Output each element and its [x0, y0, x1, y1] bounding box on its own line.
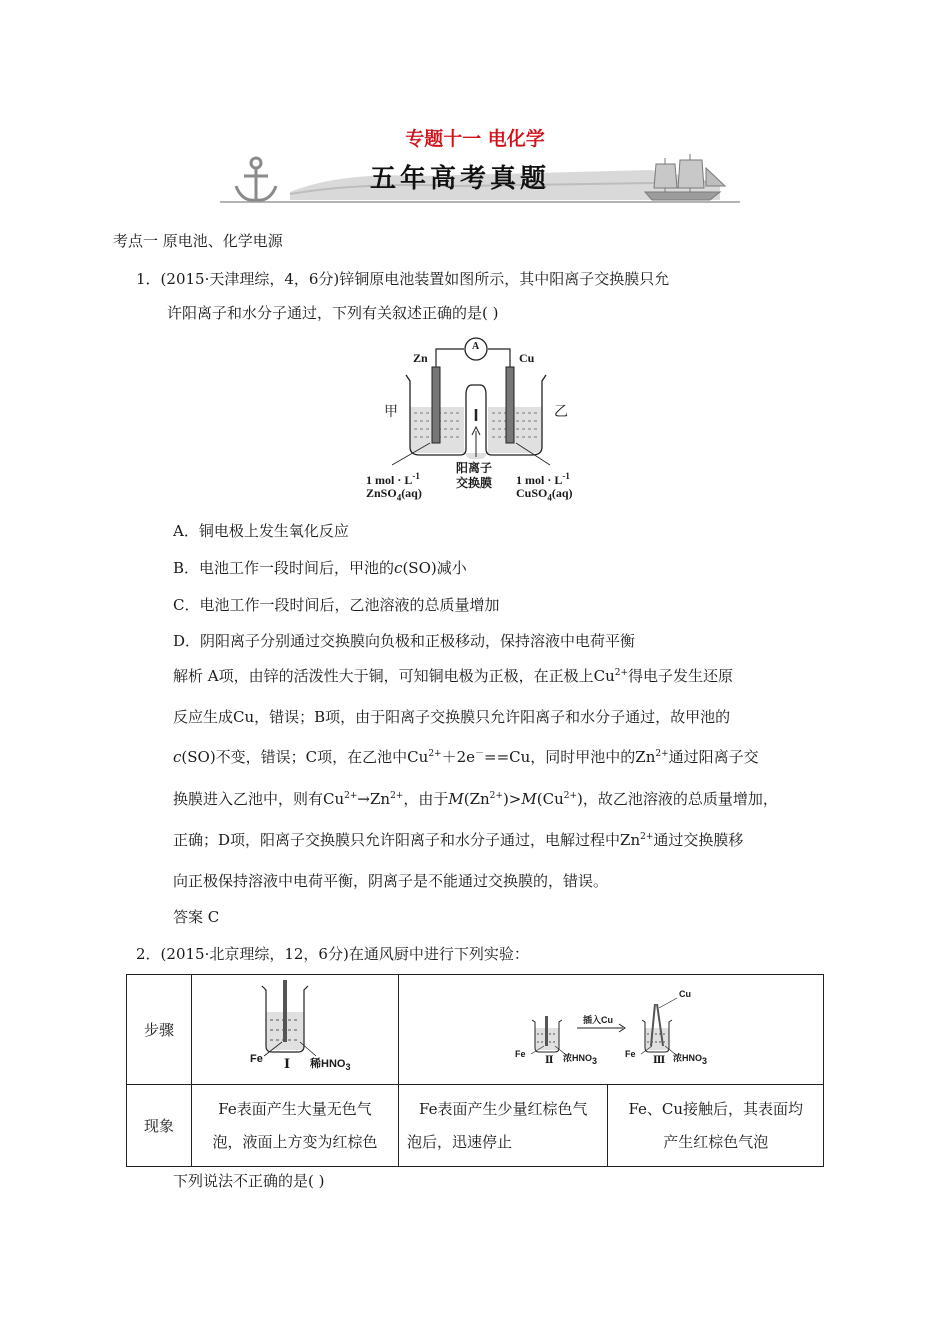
- experiment-table: [126, 974, 824, 1167]
- fig3-cu-label: Cu: [679, 989, 691, 999]
- membrane-label-2: 交换膜: [456, 476, 493, 490]
- page-title: 专题十一 电化学: [405, 128, 545, 150]
- ship-icon: [645, 154, 725, 200]
- fe-wire: [283, 980, 287, 1042]
- fig1-fe-label: Fe: [250, 1053, 263, 1065]
- q1-analysis-line6: 向正极保持溶液中电荷平衡，阴离子是不能通过交换膜的，错误。: [173, 872, 609, 890]
- q1-option-b: B．电池工作一段时间后，甲池的c(SO)减小: [173, 559, 467, 577]
- q1-stem-line2: 许阳离子和水分子通过，下列有关叙述正确的是( ): [167, 304, 499, 322]
- section-heading: 考点一 原电池、化学电源: [113, 232, 283, 250]
- steps-row: [127, 975, 824, 1085]
- q1-option-c: C．电池工作一段时间后，乙池溶液的总质量增加: [173, 596, 500, 614]
- anchor-icon: [236, 158, 276, 200]
- membrane-label-1: 阳离子: [456, 461, 493, 475]
- steps-header: 步骤: [127, 975, 192, 1085]
- galvanic-cell-labels: [356, 335, 606, 510]
- q2-stem: 2．(2015·北京理综，12，6分)在通风厨中进行下列实验：: [136, 945, 529, 963]
- left-concentration: 1 mol · $L^{-1}$: [366, 471, 420, 487]
- observations-row: [127, 1085, 824, 1167]
- beaker-1-figure: [192, 976, 398, 1084]
- q2-tail: 下列说法不正确的是( ): [173, 1172, 325, 1190]
- cu-label: Cu: [519, 351, 535, 365]
- right-solution: CuSO$_4$(aq): [516, 486, 573, 503]
- q1-answer: 答案 C: [173, 908, 220, 926]
- banner-title: 五年高考真题: [369, 164, 550, 194]
- observation-3: Fe、Cu接触后，其表面均 产生红棕色气泡: [608, 1085, 824, 1167]
- ammeter-label: A: [472, 341, 480, 352]
- observation-2: Fe表面产生少量红棕色气 泡后，迅速停止: [399, 1085, 608, 1167]
- observations-header: 现象: [127, 1085, 192, 1167]
- q1-option-a: A．铜电极上发生氧化反应: [173, 522, 349, 540]
- fig2-number: Ⅱ: [545, 1055, 554, 1066]
- q1-analysis-line3: c(SO)不变，错误；C项，在乙池中$Cu^{2+}+2e^-==Cu$，同时甲池中的$Zn^{2+}$通过阳离子交: [173, 748, 759, 766]
- left-solution: ZnSO$_4$(aq): [366, 486, 422, 503]
- zn-label: Zn: [413, 351, 428, 365]
- observation-1: Fe表面产生大量无色气 泡，液面上方变为红棕色: [192, 1085, 399, 1167]
- fig2-acid-label: 浓HNO3: [563, 1053, 598, 1066]
- q1-analysis-line2: 反应生成Cu，错误；B项，由于阳离子交换膜只允许阳离子和水分子通过，故甲池的: [173, 708, 731, 726]
- fig1-acid-label: 稀$HNO_3$: [310, 1058, 351, 1073]
- step1-cell: [192, 975, 399, 1085]
- beaker-2-3-figure: [399, 976, 823, 1084]
- fig2-fe-label: Fe: [515, 1049, 526, 1059]
- fig3-acid-label: 浓HNO3: [673, 1053, 708, 1066]
- q1-stem-line1: 1．(2015·天津理综，4，6分)锌铜原电池装置如图所示，其中阳离子交换膜只允: [136, 270, 670, 288]
- q1-analysis-line5: 正确；D项，阳离子交换膜只允许阳离子和水分子通过，电解过程中$Zn^{2+}$通过交换膜移: [173, 831, 744, 849]
- fig1-number: Ⅰ: [284, 1057, 291, 1072]
- fig3-fe-label: Fe: [625, 1049, 636, 1059]
- left-cell-label: 甲: [384, 405, 398, 420]
- arrow-label: 插入Cu: [583, 1015, 613, 1025]
- step23-cell: [399, 975, 824, 1085]
- q1-option-d: D．阴阳离子分别通过交换膜向负极和正极移动，保持溶液中电荷平衡: [173, 632, 636, 650]
- right-concentration: 1 mol · $L^{-1}$: [516, 471, 570, 487]
- right-cell-label: 乙: [554, 405, 568, 420]
- q1-analysis-line1: 解析 A项，由锌的活泼性大于铜，可知铜电极为正极，在正极上$Cu^{2+}$得电子发生还原: [173, 667, 734, 685]
- q1-analysis-line4: 换膜进入乙池中，则有$Cu^{2+}\to Zn^{2+}$，由于$M(Zn^{2+})>M(Cu^{2+})$，故乙池溶液的总质量增加，: [173, 790, 778, 808]
- fig3-number: Ⅲ: [653, 1055, 666, 1066]
